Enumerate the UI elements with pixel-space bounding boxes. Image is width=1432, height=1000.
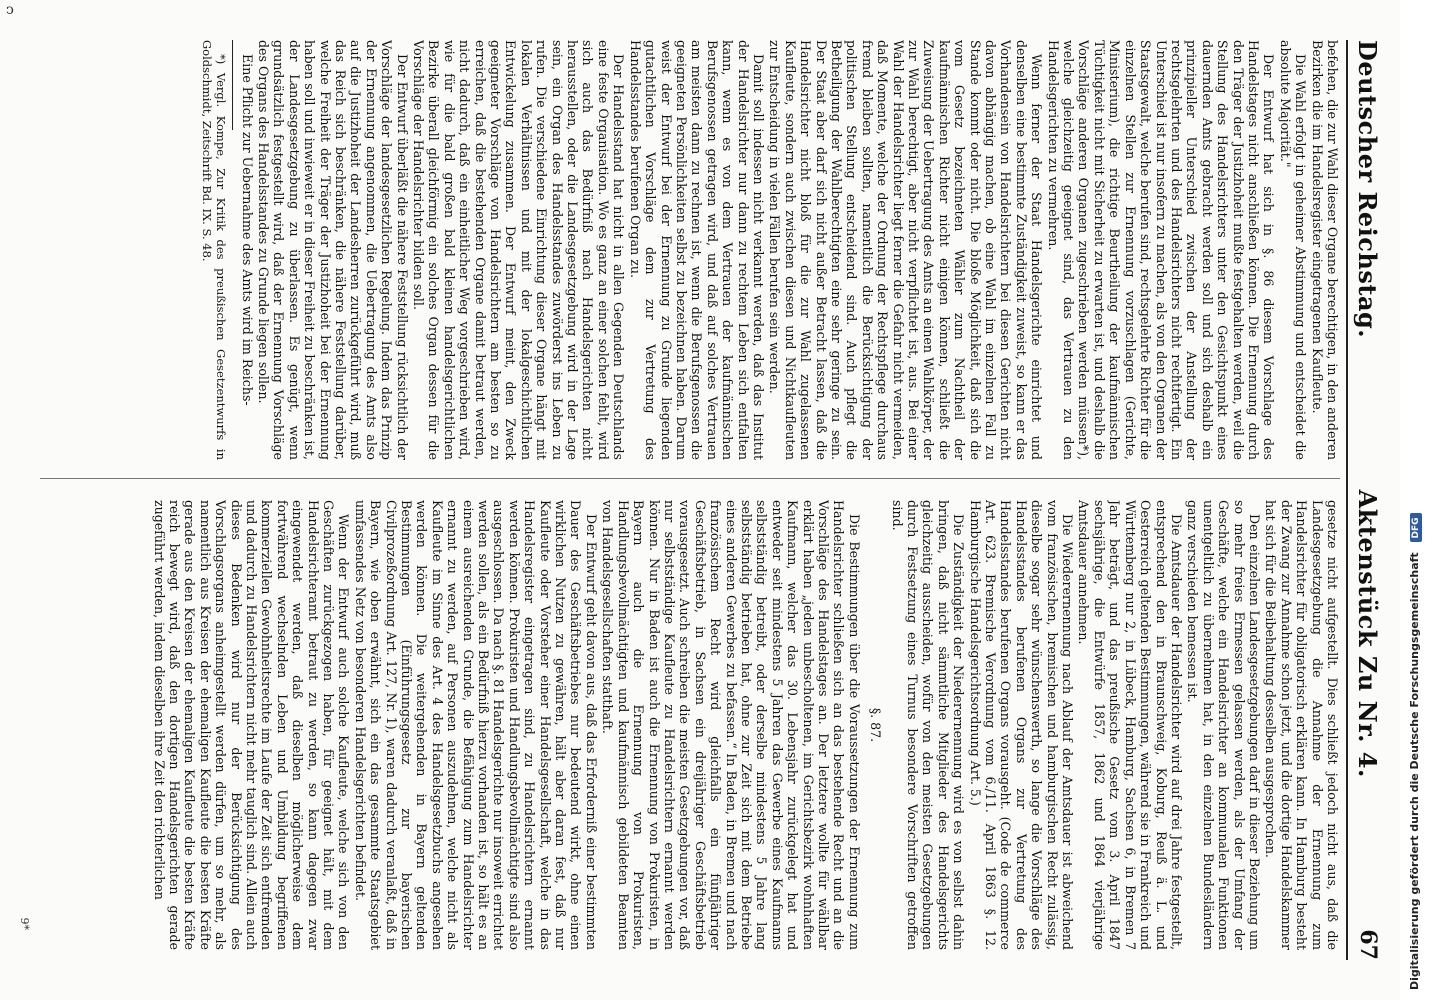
paragraph: Die Zuständigkeit der Niederernennung wird es von selbst dahin bringen, daß nicht sämmtliche Mitglieder des Handelsgerichts gleichzeitig ausscheiden, wofür von den meisten Gesetzgebungen durch Festsetzung eines Turnus besondere Vorschriften getroffen sind.: [889, 500, 967, 950]
column-divider: [40, 478, 1340, 479]
paragraph: Eine Pflicht zur Uebernahme des Amts wird im Reichs-: [239, 54, 255, 406]
dfg-logo-icon: DFG: [1410, 513, 1422, 542]
dfg-credit-text: Digitalisierung gefördert durch die Deutsche Forschungsgemeinschaft: [1408, 552, 1421, 990]
dfg-credit: [1408, 513, 1422, 990]
paragraph: Die Wahl erfolgt in geheimer Abstimmung und entscheidet die absolute Majorität.": [1277, 40, 1309, 460]
text-column-left: [40, 40, 1340, 460]
paragraph: Wenn der Entwurf auch solche Kaufleute, welche sich von den Geschäften zurückgezogen haben, für geeignet hält, mit dem Handelsrichteramt betraut zu werden, so kann dagegen zwar eingewendet werden, daß dieselben möglicherweise dem fortwährend wechselnden Leben und Umbildung begriffenen kommerziellen Gewohnheitsrechte im Laufe der Zeit sich entfremden und dadurch zu Handelsrichtern nicht mehr tauglich sind. Allein auch dieses Bedenken wird nur der Berücksichtigung des Vorschlagsorgans anheimgestellt werden dürfen, um so mehr, als namentlich aus Kreisen der ehemaligen Kaufleute die besten Kräfte gerade aus den Kreisen der ehemaligen Kaufleute die besten Kräfte reich bewegt wird, daß den dortigen Handelsgerichten gerade zugeführt werden, indem dieselben ihre Zeit den richterlichen: [151, 500, 352, 950]
corner-mark: ↄ: [6, 2, 14, 18]
page-number: 67: [1355, 929, 1381, 960]
page-header: [1346, 40, 1388, 960]
header-publication: Deutscher Reichstag.: [1353, 40, 1383, 339]
paragraph: Wenn ferner der Staat Handelsgerichte einrichtet und denselben eine bestimmte Zuständigkeit zuweist, so kann er das Vorhandensein von Handelsrichtern bei diesen Gerichten nicht davon abhängig machen, ob eine Wahl im einzelnen Fall zu Stande kommt oder nicht. Die bloße Möglichkeit, daß sich die vom Gesetz bezeichneten Wähler zum Nachtheil der kaufmännischen Richter nicht einigen können, schließt die Zuweisung der Uebertragung des Amts an einen Wahlkörper, der zur Wahl berechtigt, aber nicht verpflichtet ist, aus. Bei einer Wahl der Handelsrichter liegt ferner die Gefahr nicht vermeiden, daß Momente, welche der Ordnung der Rechtspflege durchaus fremd bleiben sollten, namentlich die Berücksichtigung der politischen Stellung entscheidend sind. Auch pflegt die Betheiligung der Wahlberechtigten eine sehr geringe zu sein. Der Staat aber darf sich nicht außer Betracht lassen, daß die Handelsrichter nicht bloß für die zur Wahl zugelassenen Kaufleute, sondern auch zwischen diesen und Nichtkaufleuten zur Entscheidung in vielen Fällen berufen sein werden.: [767, 40, 1045, 460]
header-document-ref: Aktenstück Zu Nr. 4.: [1353, 489, 1383, 778]
paragraph: gesetze nicht aufgestellt. Dies schließt jedoch nicht aus, daß die Landesgesetzgebung die Annahme der Ernennung zum Handelsrichter für obligatorisch erklären kann. In Hamburg besteht der Zwang zur Annahme schon jetzt, und die dortige Handelskammer hat sich für die Beibehaltung desselben ausgesprochen.: [1263, 500, 1340, 950]
paragraph: befehen, die zur Wahl dieser Organe berechtigen, in den anderen Bezirken die im Handelsregister eingetragenen Kaufleute.: [1309, 40, 1340, 460]
paragraph: Die Amtsdauer der Handelsrichter wird auf drei Jahre festgestellt, entsprechend den in Braunschweig, Koburg, Reuß ä. L. und Oesterreich geltenden Bestimmungen, während sie in Frankreich und Württemberg nur 2, in Lübeck, Hamburg, Sachsen 6, in Bremen 7 Jahr beträgt, und das preußische Gesetz vom 3. April 1847 sechsjährige, die Entwürfe 1857, 1862 und 1864 vierjährige Amtsdauer annehmen.: [1076, 500, 1184, 950]
paragraph: Damit soll indessen nicht verkannt werden, daß das Institut der Handelsrichter nur dann zu rechtem Leben sich entfalten kann, wenn es von dem Vertrauen der kaufmännischen Berufsgenossen getragen wird, und daß auf solches Vertrauen am meisten dann zu rechnen ist, wenn die Berufsgenossen die geeigneten Persönlichkeiten selbst zu bezeichnen haben. Darum weist der Entwurf bei der Ernennung zu Grunde liegenden gutachtlichen Vorschläge dem zur Vertretung des Handelsstandes berufenen Organ zu.: [627, 40, 766, 460]
paragraph: Der Handelsstand hat nicht in allen Gegenden Deutschlands eine feste Organisation. Wo es ganz an einer solchen fehlt, wird sich auch das Bedürfniß nach Handelsgerichten nicht herausstellen, oder die Landesgesetzgebung wird in der Lage sein, ein Organ des Handelsstandes zuwörderst ins Leben zu rufen. Die verschiedene Einrichtung dieser Organe hängt mit lokalen Verhältnissen und mit der lokalgeschichtlichen Entwickelung zusammen. Der Entwurf meint, den Zweck geeigneter Vorschläge von Handelsrichtern am besten so zu erreichen, daß die bestehenden Organe damit betraut werden, nicht dadurch, daß ein einheitlicher Weg vorgeschrieben wird, wie für die bald großen bald kleinen handelsgerichtlichen Bezirke überall gleichförmig ein solches Organ dessen für die Vorschläge der Handelsrichter bilden soll.: [411, 40, 627, 460]
paragraph: Die Bestimmungen über die Voraussetzungen der Ernennung zum Handelsrichter schließen sich an das bestehende Recht und an die Vorschläge des Handelstages an. Der letztere wollte für wählbar erklärt haben „jeden unbescholtenen, im Gerichtsbezirk wohnhaften Kaufmann, welcher das 30. Lebensjahr zurückgelegt hat und entweder seit mindestens 5 Jahren das Gewerbe eines Kaufmanns selbstständig betreibt, oder derselbe mindestens 5 Jahre lang selbstständig betrieben hat, ohne zur Zeit sich mit dem Betriebe eines anderen Gewerbes zu befassen.“ In Baden, in Bremen und nach französischem Recht wird gleichfalls ein fünfjähriger Geschäftsbetrieb, in Sachsen ein dreijähriger Geschäftsbetrieb vorausgesetzt. Auch schreiben die meisten Gesetzgebungen vor, daß nur selbstständige Kaufleute zu Handelsrichtern ernannt werden können. Nur in Baden ist auch die Ernennung von Prokuristen, in Bayern auch die Ernennung von Prokuristen, Handlungsbevollmächtigten und kaufmännisch gebildeten Beamten von Handelsgesellschaften statthaft.: [600, 500, 862, 950]
paragraph: Der Entwurf hat sich in §. 86 diesem Vorschlage des Handelstages nicht anschließen können. Die Ernennung durch den Träger der Justizhoheit mußte festgehalten werden, weil die Stellung des Handelsrichters unter den Gesichtspunkt eines dauernden Amts gebracht werden soll und sich deshalb ein prinzipieller Unterschied zwischen der Anstellung der rechtsgelehrten und des Handelsrichters nicht rechtfertigt. Ein Unterschied ist nur insofern zu machen, als von den Organen der Staatsgewalt, welche berufen sind, rechtsgelehrte Richter für die einzelnen Stellen zur Ernennung vorzuschlagen (Gerichte, Ministerium), die richtige Beurtheilung der kaufmännischen Tüchtigkeit nicht mit Sicherheit zu erwarten ist, und deshalb die Vorschläge anderen Organen zugeschrieben werden müssen*), welche gleichzeitig geeignet sind, das Vertrauen zu den Handelsgerichten zu vermehren.: [1045, 40, 1277, 460]
signature-mark: 9*: [18, 917, 31, 930]
paragraph: Die Wiederernennung nach Ablauf der Amtsdauer ist abweichend vom französischen, bremischen und hamburgischen Recht zulässig, dieselbe sogar sehr wünschenswerth, so lange die Vorschläge des Handelsstandes berufenen Organs zur Vertretung des Handelsstandes berufenen Organs vorausgeht. (Code de commerce Art. 623. Bremische Verordnung vom 6./11. April 1863 §. 12. Hamburgische Handelsgerichtsordnung Art. 5.): [967, 500, 1076, 950]
paragraph: Den einzelnen Landesgesetzgebungen darf in dieser Beziehung um so mehr freies Ermessen gelassen werden, als der Umfang der Geschäfte, welche ein Handelsrichter an kommunalen Funktionen unentgeltlich zu übernehmen hat, in den einzelnen Bundesländern ganz verschieden bemessen ist.: [1185, 500, 1262, 950]
dfg-credit-strip: [1400, 0, 1432, 1000]
footnote: *) Vergl. Kompe, Zur Kritik des preußischen Gesetzentwurfs in Goldschmidt, Zeitschrift Bd. IX. S. 48.: [200, 40, 229, 460]
paragraph: Der Entwurf überläßt die nähere Feststellung rücksichtlich der Vorschläge der landesgesetzlichen Regelung. Indem das Prinzip der Ernennung angenommen, die Uebertragung des Amts also auf die Justizhoheit der Landesherren zurückgeführt wird, muß das Reich sich beschränken, die nähere Feststellung darüber, welche Freiheit der Träger der Justizhoheit bei der Ernennung haben soll und inwieweit er in dieser Freiheit zu beschränken ist, der Landesgesetzgebung zu überlassen. Es genügt, wenn grundsätzlich festgestellt wird, daß der Ernennung Vorschläge des Organs des Handelsstandes zu Grunde liegen sollen.: [255, 40, 410, 460]
paragraph: Der Entwurf geht davon aus, daß das Erforderniß einer bestimmten Dauer des Geschäftsbetriebes nur bedeutend wirkt, ohne einen wirklichen Nutzen zu gewähren, hält aber daran fest, daß nur Kaufleute oder Vorsteher einer Handelsgesellschaft, welche in das Handelsregister eingetragen sind, zu Handelsrichtern ernannt werden können. Prokuristen und Handlungsbevollmächtigte sind also ausgeschlossen. Da nach §. 81 Handelsgerichte nur insoweit errichtet werden sollen, als ein Bedürfniß hierzu vorhanden ist, so hält es an einem ausreichenden Grunde, die Befähigung zum Handelsrichter ernannt zu werden, auf Personen auszudehnen, welche nicht als Kaufleute im Sinne des Art. 4 des Handelsgesetzbuchs angesehen werden können. Die weitergehenden in Bayern geltenden Bestimmungen (Einführungsgesetz zur bayerischen Civilprozeßordnung Art. 127, Nr. 1), waren dadurch veranlaßt, daß in Bayern, wie oben erwähnt, sich ein das gesammte Staatsgebiet umfassendes Netz von besonderen Handelsgerichten befindet.: [352, 500, 599, 950]
section-heading: §. 87.: [868, 707, 884, 743]
text-column-right: [40, 500, 1340, 950]
footnote-rule: [232, 40, 233, 130]
